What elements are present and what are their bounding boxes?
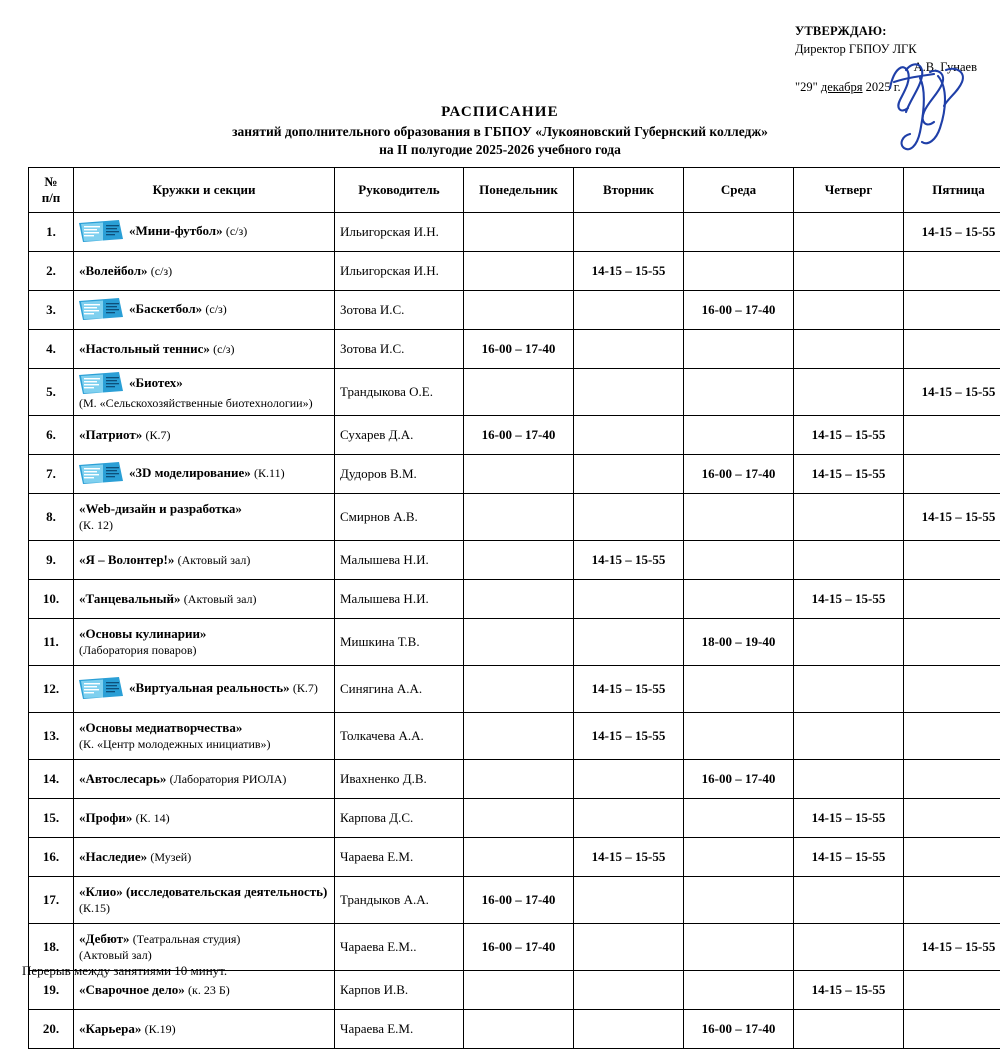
row-number: 13. (29, 713, 74, 760)
time-slot-friday (904, 713, 1000, 760)
table-row (29, 713, 1000, 760)
time-slot-thursday (794, 877, 904, 924)
time-slot-friday (904, 252, 1000, 291)
club-name-cell: «Мини-футбол» (с/з) (74, 213, 335, 252)
row-number: 15. (29, 799, 74, 838)
leader-cell: Зотова И.С. (335, 291, 464, 330)
row-number: 12. (29, 666, 74, 713)
time-slot-friday (904, 971, 1000, 1010)
time-slot-wednesday (684, 799, 794, 838)
time-slot-monday (464, 252, 574, 291)
club-name-cell: «Баскетбол» (с/з) (74, 291, 335, 330)
time-slot-thursday: 14-15 – 15-55 (794, 971, 904, 1010)
time-slot-monday (464, 455, 574, 494)
table-row (29, 541, 1000, 580)
project-logo-icon (79, 462, 123, 484)
row-number: 19. (29, 971, 74, 1010)
time-slot-wednesday (684, 416, 794, 455)
time-slot-thursday (794, 713, 904, 760)
time-slot-tuesday (574, 416, 684, 455)
time-slot-wednesday (684, 252, 794, 291)
row-number: 7. (29, 455, 74, 494)
time-slot-friday (904, 619, 1000, 666)
column-header-number-line1: № (31, 174, 71, 190)
table-row (29, 619, 1000, 666)
time-slot-tuesday (574, 330, 684, 369)
approval-director-name: А.В. Гунаев (795, 58, 995, 76)
table-row (29, 580, 1000, 619)
club-name-cell: «Основы медиатворчества» (К. «Центр молодежных инициатив») (74, 713, 335, 760)
table-body (29, 213, 1000, 1049)
time-slot-monday (464, 666, 574, 713)
footer-note: Перерыв между занятиями 10 минут. (22, 963, 227, 979)
column-header-thursday: Четверг (794, 168, 904, 213)
time-slot-wednesday (684, 971, 794, 1010)
row-number: 18. (29, 924, 74, 971)
time-slot-tuesday (574, 877, 684, 924)
time-slot-friday (904, 541, 1000, 580)
time-slot-thursday (794, 494, 904, 541)
time-slot-wednesday (684, 580, 794, 619)
approval-block (795, 22, 995, 97)
time-slot-wednesday: 16-00 – 17-40 (684, 455, 794, 494)
column-header-tuesday: Вторник (574, 168, 684, 213)
project-logo-icon (79, 677, 123, 699)
time-slot-thursday (794, 666, 904, 713)
project-logo-icon (79, 298, 123, 320)
time-slot-wednesday (684, 838, 794, 877)
table-row (29, 213, 1000, 252)
time-slot-tuesday (574, 580, 684, 619)
row-number: 6. (29, 416, 74, 455)
table-row (29, 494, 1000, 541)
time-slot-monday: 16-00 – 17-40 (464, 877, 574, 924)
leader-cell: Ильигорская И.Н. (335, 252, 464, 291)
row-number: 2. (29, 252, 74, 291)
column-header-wednesday: Среда (684, 168, 794, 213)
club-name-cell: «Волейбол» (с/з) (74, 252, 335, 291)
row-number: 14. (29, 760, 74, 799)
time-slot-tuesday (574, 455, 684, 494)
time-slot-friday: 14-15 – 15-55 (904, 494, 1000, 541)
time-slot-thursday: 14-15 – 15-55 (794, 838, 904, 877)
time-slot-tuesday: 14-15 – 15-55 (574, 541, 684, 580)
time-slot-thursday (794, 1010, 904, 1049)
table-row (29, 838, 1000, 877)
leader-cell: Карпов И.В. (335, 971, 464, 1010)
club-name-cell: «Автослесарь» (Лаборатория РИОЛА) (74, 760, 335, 799)
club-name-cell: «Дебют» (Театральная студия) (Актовый зал) (74, 924, 335, 971)
time-slot-thursday: 14-15 – 15-55 (794, 416, 904, 455)
time-slot-wednesday (684, 369, 794, 416)
time-slot-monday: 16-00 – 17-40 (464, 416, 574, 455)
row-number: 5. (29, 369, 74, 416)
time-slot-monday (464, 580, 574, 619)
time-slot-monday (464, 369, 574, 416)
leader-cell: Чараева Е.М. (335, 1010, 464, 1049)
club-name-cell: «Наследие» (Музей) (74, 838, 335, 877)
schedule-table (28, 167, 1000, 1049)
time-slot-tuesday (574, 619, 684, 666)
time-slot-friday (904, 580, 1000, 619)
time-slot-friday (904, 1010, 1000, 1049)
club-name-cell: «Клио» (исследовательская деятельность) (К.15) (74, 877, 335, 924)
table-header-row (29, 168, 1000, 213)
row-number: 20. (29, 1010, 74, 1049)
leader-cell: Карпова Д.С. (335, 799, 464, 838)
time-slot-friday (904, 877, 1000, 924)
time-slot-tuesday (574, 494, 684, 541)
time-slot-thursday (794, 213, 904, 252)
table-row (29, 330, 1000, 369)
time-slot-wednesday (684, 541, 794, 580)
leader-cell: Толкачева А.А. (335, 713, 464, 760)
time-slot-monday (464, 494, 574, 541)
leader-cell: Мишкина Т.В. (335, 619, 464, 666)
time-slot-friday (904, 291, 1000, 330)
time-slot-monday (464, 213, 574, 252)
time-slot-tuesday: 14-15 – 15-55 (574, 252, 684, 291)
column-header-number-line2: п/п (31, 190, 71, 206)
leader-cell: Трандыков А.А. (335, 877, 464, 924)
time-slot-wednesday: 16-00 – 17-40 (684, 760, 794, 799)
row-number: 9. (29, 541, 74, 580)
table-row (29, 369, 1000, 416)
row-number: 17. (29, 877, 74, 924)
column-header-number (29, 168, 74, 213)
title-block (0, 104, 1000, 158)
time-slot-thursday (794, 330, 904, 369)
club-name-cell: «Основы кулинарии» (Лаборатория поваров) (74, 619, 335, 666)
time-slot-thursday (794, 369, 904, 416)
time-slot-tuesday: 14-15 – 15-55 (574, 713, 684, 760)
time-slot-wednesday: 16-00 – 17-40 (684, 291, 794, 330)
column-header-friday: Пятница (904, 168, 1000, 213)
time-slot-thursday: 14-15 – 15-55 (794, 799, 904, 838)
club-name-cell: «Web-дизайн и разработка» (К. 12) (74, 494, 335, 541)
time-slot-tuesday: 14-15 – 15-55 (574, 666, 684, 713)
row-number: 11. (29, 619, 74, 666)
table-row (29, 252, 1000, 291)
time-slot-friday (904, 416, 1000, 455)
time-slot-friday (904, 760, 1000, 799)
time-slot-friday: 14-15 – 15-55 (904, 924, 1000, 971)
time-slot-thursday: 14-15 – 15-55 (794, 580, 904, 619)
column-header-leader: Руководитель (335, 168, 464, 213)
table-row (29, 455, 1000, 494)
time-slot-friday (904, 838, 1000, 877)
approval-date-day: "29" (795, 80, 818, 94)
page-subtitle-2: на II полугодие 2025-2026 учебного года (0, 142, 1000, 158)
leader-cell: Трандыкова О.Е. (335, 369, 464, 416)
club-name-cell: «Танцевальный» (Актовый зал) (74, 580, 335, 619)
club-name-cell: «Биотех» (М. «Сельскохозяйственные биотехнологии») (74, 369, 335, 416)
time-slot-tuesday (574, 1010, 684, 1049)
time-slot-wednesday (684, 213, 794, 252)
time-slot-thursday (794, 291, 904, 330)
time-slot-tuesday (574, 760, 684, 799)
time-slot-friday: 14-15 – 15-55 (904, 369, 1000, 416)
row-number: 10. (29, 580, 74, 619)
leader-cell: Малышева Н.И. (335, 541, 464, 580)
club-name-cell: «Патриот» (К.7) (74, 416, 335, 455)
time-slot-wednesday (684, 713, 794, 760)
table-row (29, 416, 1000, 455)
club-name-cell: «Виртуальная реальность» (К.7) (74, 666, 335, 713)
leader-cell: Ильигорская И.Н. (335, 213, 464, 252)
row-number: 3. (29, 291, 74, 330)
table-header (29, 168, 1000, 213)
time-slot-friday (904, 330, 1000, 369)
time-slot-tuesday (574, 971, 684, 1010)
time-slot-monday (464, 971, 574, 1010)
row-number: 4. (29, 330, 74, 369)
time-slot-tuesday (574, 213, 684, 252)
table-row (29, 1010, 1000, 1049)
time-slot-tuesday: 14-15 – 15-55 (574, 838, 684, 877)
time-slot-monday (464, 1010, 574, 1049)
time-slot-wednesday (684, 330, 794, 369)
time-slot-wednesday: 18-00 – 19-40 (684, 619, 794, 666)
club-name-cell: «Сварочное дело» (к. 23 Б) (74, 971, 335, 1010)
table-row (29, 666, 1000, 713)
time-slot-tuesday (574, 924, 684, 971)
table-row (29, 877, 1000, 924)
club-name-cell: «Карьера» (К.19) (74, 1010, 335, 1049)
club-name-cell: «Настольный теннис» (с/з) (74, 330, 335, 369)
time-slot-wednesday (684, 877, 794, 924)
table-row (29, 760, 1000, 799)
leader-cell: Зотова И.С. (335, 330, 464, 369)
time-slot-friday (904, 455, 1000, 494)
time-slot-monday (464, 291, 574, 330)
approval-director-line: Директор ГБПОУ ЛГК (795, 40, 995, 58)
leader-cell: Дудоров В.М. (335, 455, 464, 494)
page-subtitle-1: занятий дополнительного образования в ГБПОУ «Лукояновский Губернский колледж» (0, 124, 1000, 140)
time-slot-monday: 16-00 – 17-40 (464, 330, 574, 369)
time-slot-monday (464, 838, 574, 877)
time-slot-thursday (794, 541, 904, 580)
time-slot-thursday (794, 252, 904, 291)
time-slot-monday (464, 760, 574, 799)
time-slot-monday (464, 619, 574, 666)
leader-cell: Чараева Е.М.. (335, 924, 464, 971)
time-slot-friday (904, 666, 1000, 713)
time-slot-thursday (794, 760, 904, 799)
time-slot-tuesday (574, 799, 684, 838)
time-slot-tuesday (574, 369, 684, 416)
time-slot-monday (464, 799, 574, 838)
table-row (29, 799, 1000, 838)
club-name-cell: «Профи» (К. 14) (74, 799, 335, 838)
leader-cell: Смирнов А.В. (335, 494, 464, 541)
row-number: 16. (29, 838, 74, 877)
page-title: РАСПИСАНИЕ (0, 104, 1000, 121)
leader-cell: Ивахненко Д.В. (335, 760, 464, 799)
approval-date-suffix: г. (894, 80, 901, 94)
project-logo-icon (79, 372, 123, 394)
time-slot-friday: 14-15 – 15-55 (904, 213, 1000, 252)
time-slot-wednesday (684, 924, 794, 971)
approval-date-year: 2025 (866, 80, 891, 94)
time-slot-thursday (794, 619, 904, 666)
club-name-cell: «Я – Волонтер!» (Актовый зал) (74, 541, 335, 580)
time-slot-monday: 16-00 – 17-40 (464, 924, 574, 971)
project-logo-icon (79, 220, 123, 242)
time-slot-thursday (794, 924, 904, 971)
column-header-name: Кружки и секции (74, 168, 335, 213)
approval-date-month: декабря (821, 80, 863, 94)
leader-cell: Малышева Н.И. (335, 580, 464, 619)
approval-title: УТВЕРЖДАЮ: (795, 22, 995, 40)
approval-date (795, 78, 995, 96)
time-slot-wednesday: 16-00 – 17-40 (684, 1010, 794, 1049)
time-slot-thursday: 14-15 – 15-55 (794, 455, 904, 494)
time-slot-wednesday (684, 666, 794, 713)
row-number: 8. (29, 494, 74, 541)
row-number: 1. (29, 213, 74, 252)
club-name-cell: «3D моделирование» (К.11) (74, 455, 335, 494)
leader-cell: Синягина А.А. (335, 666, 464, 713)
leader-cell: Чараева Е.М. (335, 838, 464, 877)
time-slot-friday (904, 799, 1000, 838)
time-slot-wednesday (684, 494, 794, 541)
time-slot-tuesday (574, 291, 684, 330)
table-row (29, 291, 1000, 330)
time-slot-monday (464, 541, 574, 580)
column-header-monday: Понедельник (464, 168, 574, 213)
time-slot-monday (464, 713, 574, 760)
leader-cell: Сухарев Д.А. (335, 416, 464, 455)
